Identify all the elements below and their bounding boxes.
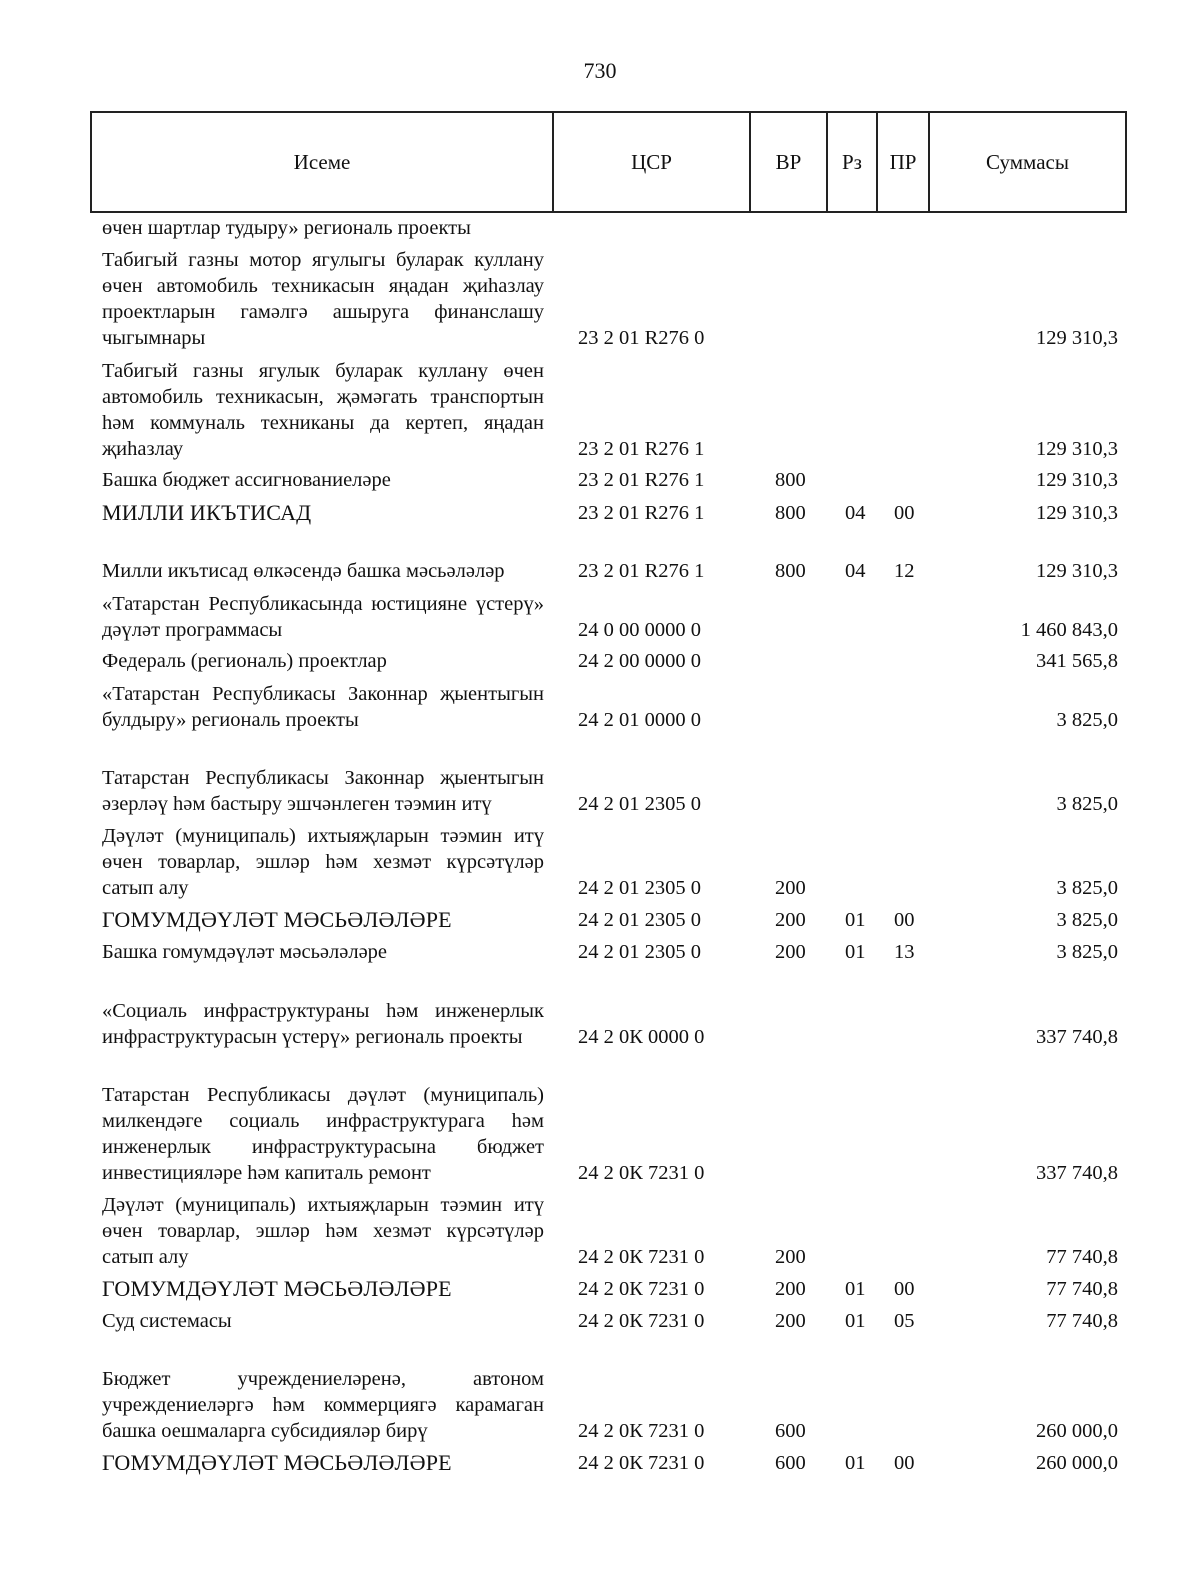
table-row [0, 532, 1200, 584]
table-row [0, 972, 1200, 1050]
table-row [0, 1192, 1200, 1270]
row-csr: 24 2 0К 7231 0 [578, 1420, 705, 1442]
table-row [0, 500, 1200, 526]
row-name: Табигый газны ягулык буларак куллану өчен автомобиль техникасын, җәмәгать транспортын һәм коммуналь техниканы да кертеп, яңадан җиһазлау [102, 360, 544, 460]
row-vr: 200 [775, 1310, 806, 1332]
row-csr: 24 2 0К 0000 0 [578, 1026, 705, 1048]
page-number: 730 [583, 58, 617, 83]
table-row [0, 358, 1200, 462]
table-row [0, 1450, 1200, 1476]
row-name: Федераль (региональ) проектлар [102, 650, 387, 672]
table-row [0, 591, 1200, 643]
row-vr: 800 [775, 560, 806, 582]
table-row [0, 247, 1200, 351]
row-csr: 23 2 01 R276 1 [578, 502, 705, 524]
table-row [0, 1056, 1200, 1186]
row-sum: 129 310,3 [1036, 438, 1118, 460]
row-sum: 3 825,0 [1056, 909, 1118, 931]
row-rz: 01 [845, 1310, 866, 1332]
table-row [0, 739, 1200, 817]
row-csr: 24 0 00 0000 0 [578, 619, 701, 641]
row-sum: 260 000,0 [1036, 1420, 1118, 1442]
row-name: ГОМУМДӘҮЛӘТ МӘСЬӘЛӘЛӘРЕ [102, 907, 452, 932]
row-csr: 24 2 01 2305 0 [578, 793, 701, 815]
row-csr: 23 2 01 R276 1 [578, 560, 705, 582]
row-csr: 24 2 0К 7231 0 [578, 1246, 705, 1268]
row-name: ГОМУМДӘҮЛӘТ МӘСЬӘЛӘЛӘРЕ [102, 1276, 452, 1301]
header-rz: Рз [827, 112, 877, 212]
table-row [0, 215, 1200, 241]
row-name: «Татарстан Республикасында юстицияне үстерү» дәүләт программасы [102, 593, 544, 641]
row-name: Дәүләт (муниципаль) ихтыяҗларын тәэмин итү өчен товарлар, эшләр һәм хезмәт күрсәтүләр сатып алу [102, 1194, 544, 1268]
row-pr: 05 [894, 1310, 915, 1332]
row-pr: 00 [894, 1452, 915, 1474]
table-row [0, 823, 1200, 901]
row-vr: 800 [775, 469, 806, 491]
row-name: Бюджет учреждениеләренә, автоном учреждениеләргә һәм коммерциягә карамаган башка оешмаларга субсидияләр бирү [102, 1368, 544, 1442]
row-pr: 00 [894, 909, 915, 931]
row-sum: 337 740,8 [1036, 1162, 1118, 1184]
row-pr: 00 [894, 502, 915, 524]
row-csr: 24 2 01 0000 0 [578, 709, 701, 731]
row-sum: 129 310,3 [1036, 502, 1118, 524]
row-name: «Татарстан Республикасы Законнар җыентыгын булдыру» региональ проекты [102, 683, 544, 731]
row-sum: 337 740,8 [1036, 1026, 1118, 1048]
row-name: Милли икътисад өлкәсендә башка мәсьәләләр [102, 560, 505, 582]
row-sum: 1 460 843,0 [1020, 619, 1118, 641]
row-name: МИЛЛИ ИКЪТИСАД [102, 500, 312, 525]
row-vr: 600 [775, 1452, 806, 1474]
row-rz: 04 [845, 502, 866, 524]
header-vr: ВР [750, 112, 827, 212]
table-row [0, 648, 1200, 674]
row-pr: 13 [894, 941, 915, 963]
row-csr: 24 2 0К 7231 0 [578, 1310, 705, 1332]
row-sum: 260 000,0 [1036, 1452, 1118, 1474]
row-csr: 24 2 0К 7231 0 [578, 1162, 705, 1184]
row-name: ГОМУМДӘҮЛӘТ МӘСЬӘЛӘЛӘРЕ [102, 1450, 452, 1475]
row-name: Суд системасы [102, 1310, 232, 1332]
row-vr: 800 [775, 502, 806, 524]
row-sum: 3 825,0 [1056, 709, 1118, 731]
table-row [0, 907, 1200, 933]
header-name: Исеме [91, 112, 553, 212]
row-sum: 3 825,0 [1056, 877, 1118, 899]
table-row [0, 1308, 1200, 1334]
row-vr: 200 [775, 1246, 806, 1268]
row-rz: 01 [845, 1452, 866, 1474]
row-csr: 24 2 00 0000 0 [578, 650, 701, 672]
row-pr: 00 [894, 1278, 915, 1300]
row-name: Табигый газны мотор ягулыгы буларак куллану өчен автомобиль техникасын яңадан җиһазлау проектларын гамәлгә ашыруга финанслашу чыгымнары [102, 249, 544, 349]
row-vr: 600 [775, 1420, 806, 1442]
row-name: «Социаль инфраструктураны һәм инженерлык инфраструктурасын үстерү» региональ проекты [102, 1000, 544, 1048]
table-row [0, 467, 1200, 493]
row-rz: 01 [845, 1278, 866, 1300]
row-name: Татарстан Республикасы Законнар җыентыгын әзерләү һәм бастыру эшчәнлеген тәэмин итү [102, 767, 544, 815]
row-name: Башка бюджет ассигнованиеләре [102, 469, 391, 491]
row-sum: 129 310,3 [1036, 327, 1118, 349]
row-sum: 129 310,3 [1036, 560, 1118, 582]
row-name: Башка гомумдәүләт мәсьәләләре [102, 941, 388, 963]
row-sum: 129 310,3 [1036, 469, 1118, 491]
row-pr: 12 [894, 560, 915, 582]
row-sum: 77 740,8 [1046, 1310, 1118, 1332]
row-csr: 24 2 0К 7231 0 [578, 1278, 705, 1300]
row-sum: 3 825,0 [1056, 941, 1118, 963]
row-rz: 01 [845, 909, 866, 931]
row-name: Дәүләт (муниципаль) ихтыяҗларын тәэмин итү өчен товарлар, эшләр һәм хезмәт күрсәтүләр сатып алу [102, 825, 544, 899]
header-pr: ПР [877, 112, 929, 212]
table-row [0, 1340, 1200, 1444]
row-vr: 200 [775, 877, 806, 899]
row-name: өчен шартлар тудыру» региональ проекты [102, 217, 471, 239]
table-row [0, 1276, 1200, 1302]
row-sum: 341 565,8 [1036, 650, 1118, 672]
row-rz: 01 [845, 941, 866, 963]
header-csr: ЦСР [553, 112, 750, 212]
row-csr: 24 2 01 2305 0 [578, 941, 701, 963]
row-csr: 23 2 01 R276 1 [578, 469, 705, 491]
row-vr: 200 [775, 941, 806, 963]
row-csr: 24 2 01 2305 0 [578, 909, 701, 931]
table-row [0, 939, 1200, 965]
row-sum: 3 825,0 [1056, 793, 1118, 815]
header-sum: Суммасы [929, 112, 1126, 212]
row-rz: 04 [845, 560, 866, 582]
row-csr: 23 2 01 R276 1 [578, 438, 705, 460]
row-vr: 200 [775, 909, 806, 931]
row-csr: 24 2 0К 7231 0 [578, 1452, 705, 1474]
row-sum: 77 740,8 [1046, 1278, 1118, 1300]
row-sum: 77 740,8 [1046, 1246, 1118, 1268]
row-name: Татарстан Республикасы дәүләт (муниципаль) милкендәге социаль инфраструктурага һәм инженерлык инфраструктурасына бюджет инвестицияләре һәм капиталь ремонт [102, 1084, 544, 1184]
table-row [0, 681, 1200, 733]
row-vr: 200 [775, 1278, 806, 1300]
row-csr: 24 2 01 2305 0 [578, 877, 701, 899]
row-csr: 23 2 01 R276 0 [578, 327, 705, 349]
